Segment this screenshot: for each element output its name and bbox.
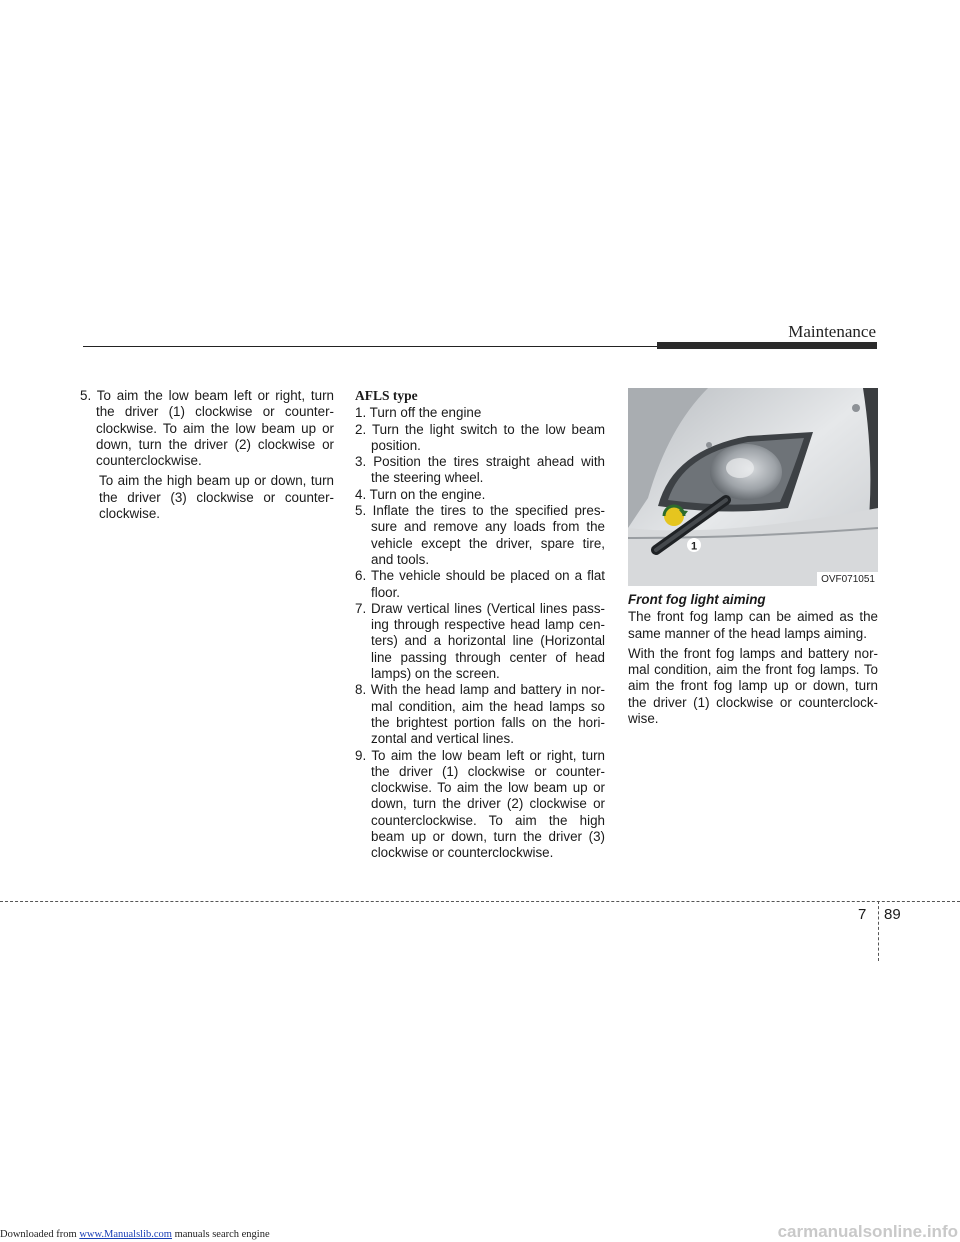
section-title: Maintenance bbox=[788, 322, 876, 341]
page-dashed-divider bbox=[878, 901, 879, 961]
step-5: 5. To aim the low beam left or right, turn the driver (1) clockwise or counter-clockwise. To aim the low beam up or down, turn the driver (2) clockwise or counterclockwise. bbox=[80, 388, 334, 469]
watermark: carmanualsonline.info bbox=[777, 1222, 958, 1241]
download-footer bbox=[0, 1229, 270, 1240]
column-1 bbox=[80, 388, 334, 522]
afls-step: 3. Position the tires straight ahead with the steering wheel. bbox=[355, 454, 605, 486]
footer-suffix: manuals search engine bbox=[171, 1229, 270, 1240]
page-number: 89 bbox=[884, 906, 901, 923]
afls-step: 9. To aim the low beam left or right, turn the driver (1) clockwise or counter-clockwise. To aim the low beam up or down, turn the driver (2) clockwise or counterclockwise. To aim the high beam up or down, turn the driver (3) clockwise or counterclockwise. bbox=[355, 747, 605, 861]
footer-dashed-rule bbox=[0, 901, 960, 902]
afls-heading: AFLS type bbox=[355, 388, 418, 403]
chapter-number: 7 bbox=[858, 906, 867, 923]
callout-label: 1 bbox=[690, 540, 698, 553]
figure-code: OVF071051 bbox=[817, 572, 878, 586]
afls-step: 1. Turn off the engine bbox=[355, 405, 482, 421]
afls-step: 7. Draw vertical lines (Vertical lines pass-ing through respective head lamp cen-ters) and a horizontal line (Horizontal line passing through center of head lamps) on the screen. bbox=[355, 600, 605, 682]
footer-prefix: Downloaded from bbox=[0, 1229, 80, 1240]
header-bar bbox=[657, 342, 877, 349]
afls-step: 8. With the head lamp and battery in nor-mal condition, aim the head lamps so the brightest portion falls on the hori-zontal and vertical lines. bbox=[355, 682, 605, 747]
column-3 bbox=[628, 388, 878, 727]
fog-paragraph-2: With the front fog lamps and battery nor-mal condition, aim the front fog lamps. To aim the front fog lamp up or down, turn the driver (1) clockwise or counterclock-wise. bbox=[628, 645, 878, 727]
afls-step: 6. The vehicle should be placed on a flat floor. bbox=[355, 568, 605, 600]
manualslib-link[interactable]: www.Manualslib.com bbox=[79, 1229, 172, 1240]
fog-lamp-illustration bbox=[628, 388, 878, 586]
afls-step: 2. Turn the light switch to the low beam position. bbox=[355, 421, 605, 453]
fog-lamp-figure bbox=[628, 388, 878, 586]
afls-step: 5. Inflate the tires to the specified pres-sure and remove any loads from the vehicle except the driver, spare tire, and tools. bbox=[355, 503, 605, 567]
afls-step: 4. Turn on the engine. bbox=[355, 486, 486, 502]
fog-heading: Front fog light aiming bbox=[628, 592, 766, 607]
step-5-continued: To aim the high beam up or down, turn the driver (3) clockwise or counter-clockwise. bbox=[99, 473, 334, 522]
column-2 bbox=[355, 388, 605, 862]
fog-paragraph-1: The front fog lamp can be aimed as the same manner of the head lamps aiming. bbox=[628, 609, 878, 641]
